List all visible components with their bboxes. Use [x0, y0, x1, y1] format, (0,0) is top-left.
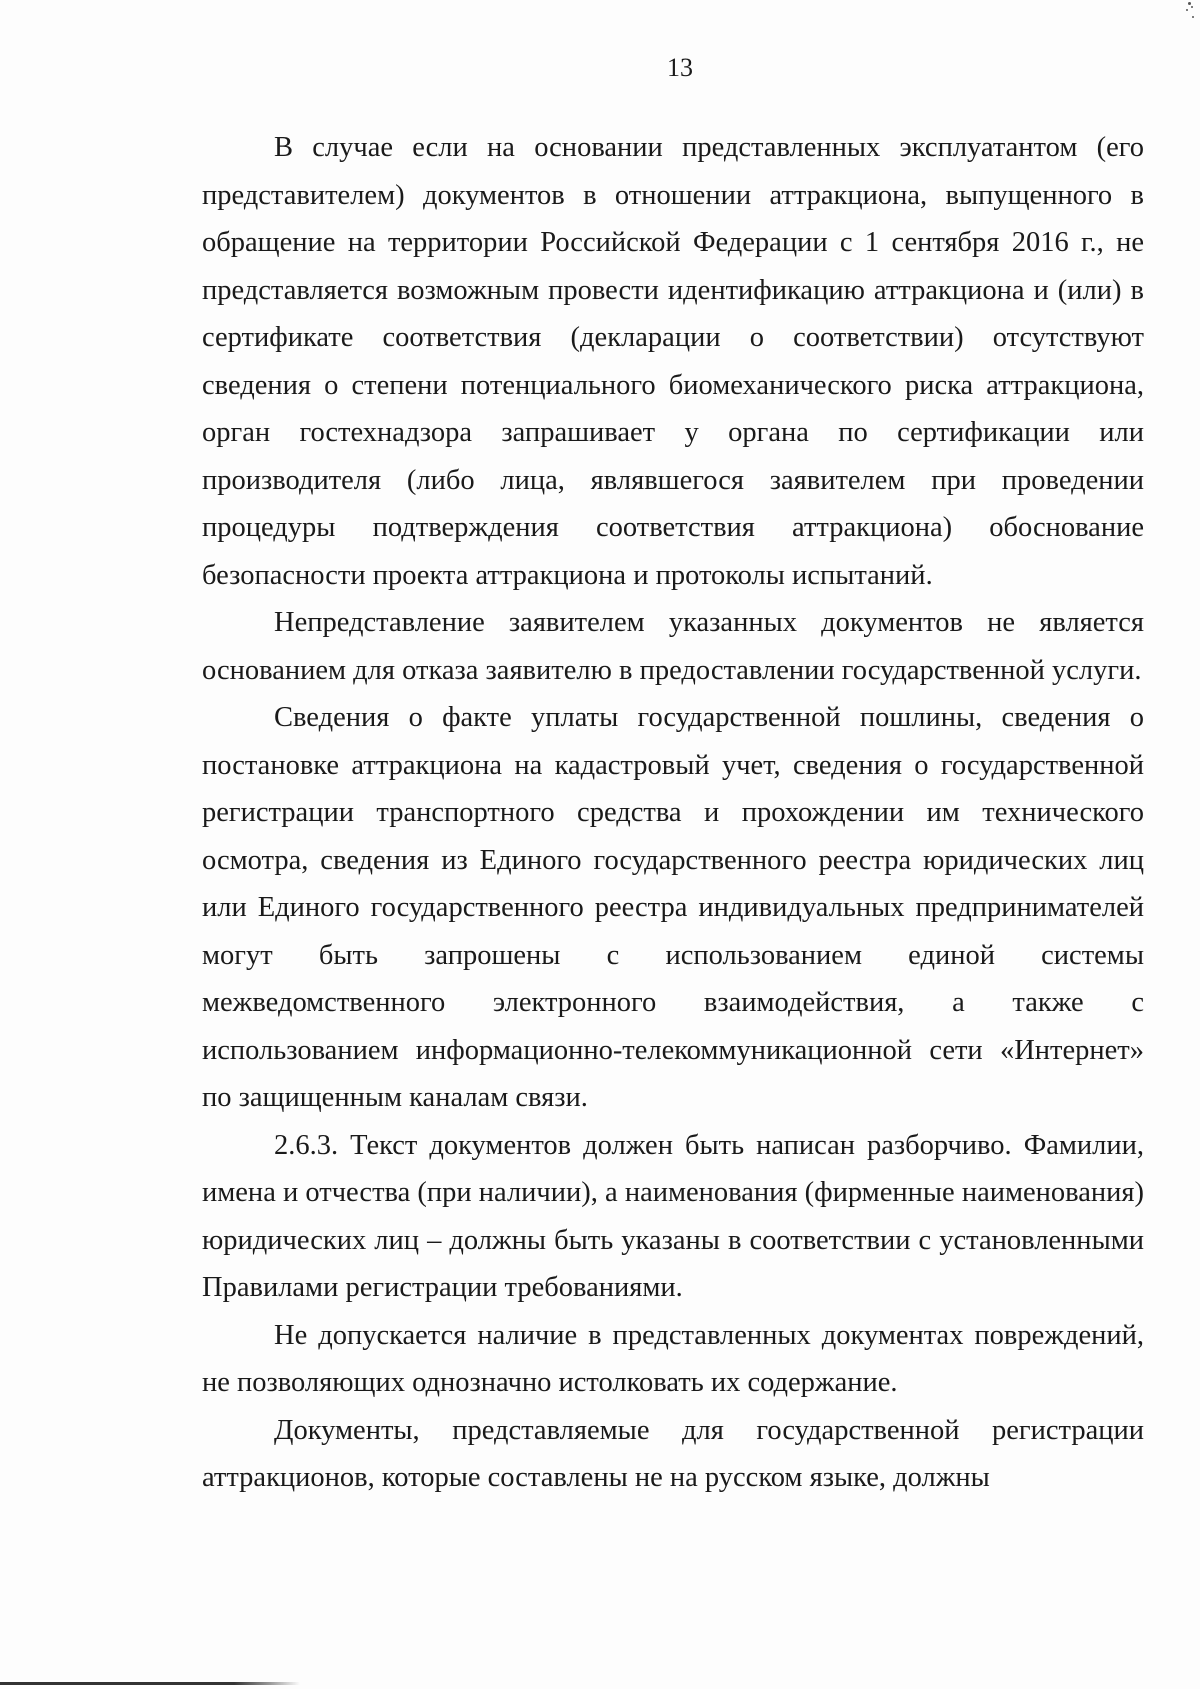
paragraph-identification-request: В случае если на основании представленных эксплуатантом (его представителем) документов в отношении аттракциона, выпущенного в обращение на территории Российской Федерации с 1 сентября 2016 г., не представляется возможным провести идентификацию аттракциона и (или) в сертификате соответствия (декларации о соответствии) отсутствуют сведения о степени потенциального биомеханического риска аттракциона, орган гостехнадзора запрашивает у органа по сертификации или производителя (либо лица, являвшегося заявителем при проведении процедуры подтверждения соответствия аттракциона) обоснование безопасности проекта аттракциона и протоколы испытаний. — [202, 132, 1144, 591]
document-body — [202, 124, 1144, 1502]
page-number: 13 — [667, 53, 693, 82]
paragraph-2-6-3-legibility: 2.6.3. Текст документов должен быть написан разборчиво. Фамилии, имена и отчества (при наличии), а наименования (фирменные наименования) юридических лиц – должны быть указаны в соответствии с установленными Правилами регистрации требованиями. — [202, 1129, 1144, 1303]
paragraph-interagency-requests: Сведения о факте уплаты государственной пошлины, сведения о постановке аттракциона на кадастровый учет, сведения о государственной регистрации транспортного средства и прохождении им технического осмотра, сведения из Единого государственного реестра юридических лиц или Единого государственного реестра индивидуальных предпринимателей могут быть запрошены с использованием единой системы межведомственного электронного взаимодействия, а также с использованием информационно-телекоммуникационной сети «Интернет» по защищенным каналам связи. — [202, 702, 1144, 1113]
scan-artifact — [1182, 0, 1196, 24]
paragraph-no-damage: Не допускается наличие в представленных документах повреждений, не позволяющих однозначно истолковать их содержание. — [202, 1319, 1144, 1398]
scan-edge-line — [0, 1682, 300, 1685]
paragraph-non-submission: Непредставление заявителем указанных документов не является основанием для отказа заявителю в предоставлении государственной услуги. — [202, 607, 1144, 686]
paragraph-translation: Документы, представляемые для государственной регистрации аттракционов, которые составлены не на русском языке, должны — [202, 1414, 1144, 1493]
